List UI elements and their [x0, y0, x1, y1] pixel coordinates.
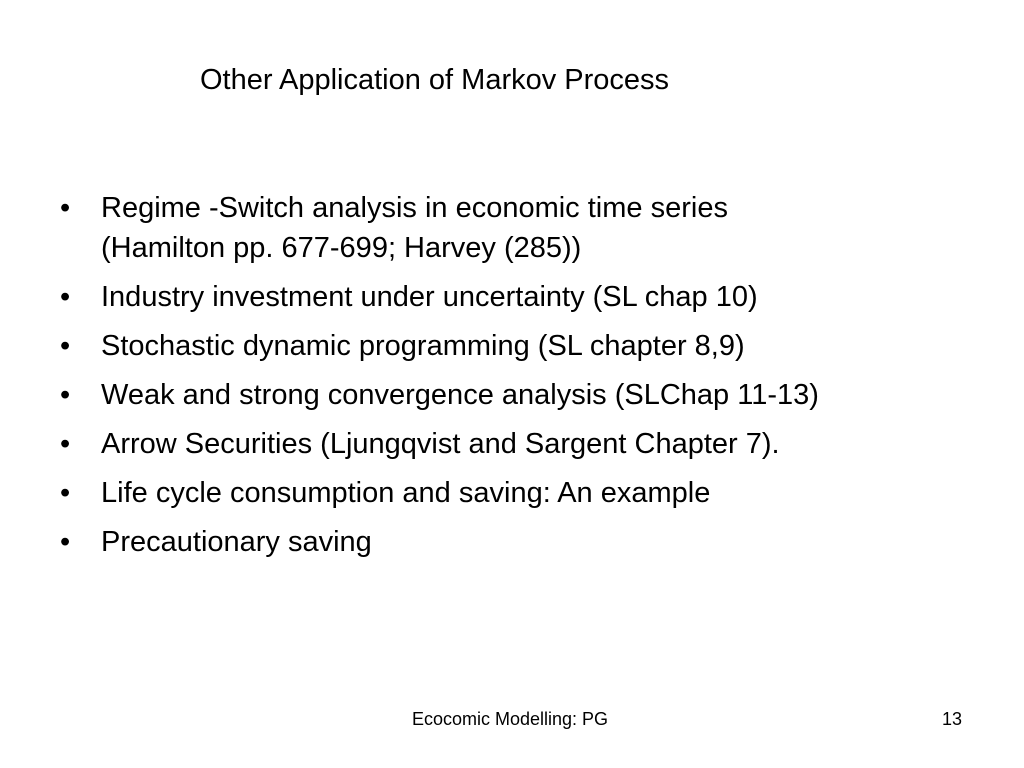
- bullet-text-continuation: (Hamilton pp. 677-699; Harvey (285)): [101, 232, 582, 264]
- list-item: [60, 473, 1000, 513]
- bullet-icon: •: [60, 477, 71, 509]
- bullet-icon: •: [60, 526, 71, 558]
- page-number: 13: [941, 709, 962, 729]
- bullet-text: Regime -Switch analysis in economic time series: [101, 192, 728, 224]
- list-item: [60, 326, 1000, 366]
- list-item: [60, 277, 1000, 317]
- list-item: [60, 188, 1000, 268]
- bullet-icon: •: [60, 192, 71, 224]
- list-item: [60, 375, 1000, 415]
- slide-footer: Ecocomic Modelling: PG: [411, 709, 609, 729]
- bullet-icon: •: [60, 330, 71, 362]
- bullet-list: [60, 188, 1000, 571]
- bullet-text: Precautionary saving: [101, 526, 372, 558]
- bullet-text: Stochastic dynamic programming (SL chapter 8,9): [101, 330, 745, 362]
- list-item: [60, 522, 1000, 562]
- bullet-text: Arrow Securities (Ljungqvist and Sargent Chapter 7).: [101, 428, 780, 460]
- slide-title: Other Application of Markov Process: [200, 64, 670, 96]
- bullet-icon: •: [60, 428, 71, 460]
- list-item: [60, 424, 1000, 464]
- bullet-icon: •: [60, 281, 71, 313]
- bullet-icon: •: [60, 379, 71, 411]
- bullet-text: Life cycle consumption and saving: An example: [101, 477, 711, 509]
- bullet-text: Weak and strong convergence analysis (SLChap 11-13): [101, 379, 819, 411]
- bullet-text: Industry investment under uncertainty (SL chap 10): [101, 281, 758, 313]
